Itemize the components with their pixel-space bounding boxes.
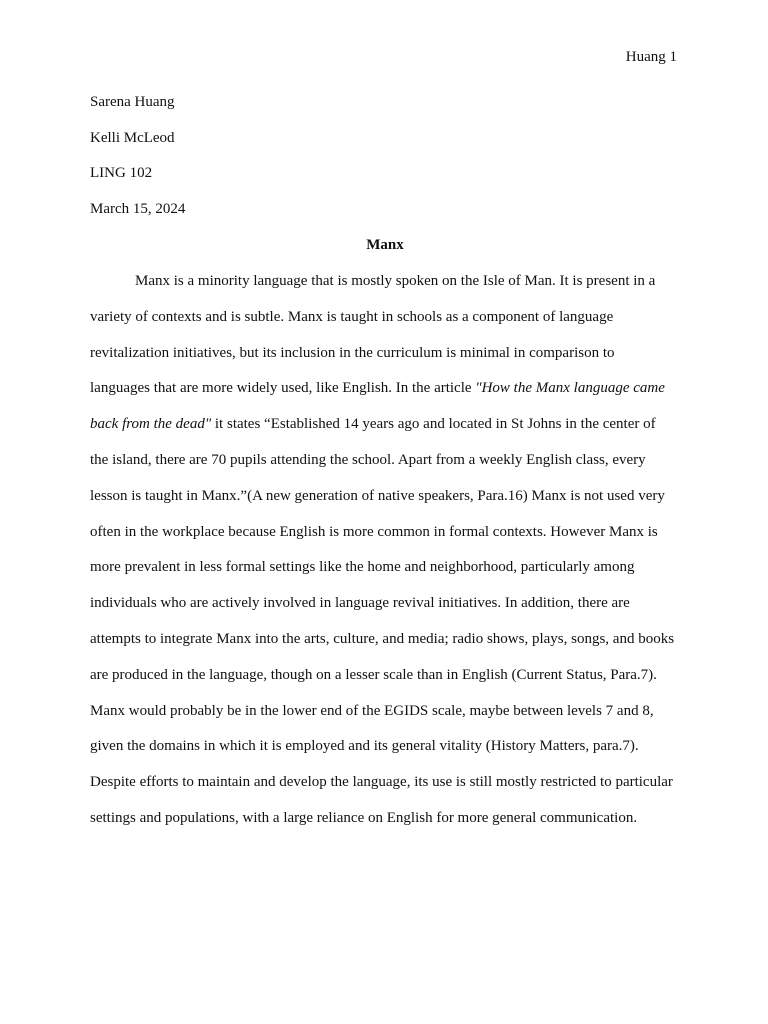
- body-line: often in the workplace because English is more common in formal contexts. However Manx is: [90, 523, 658, 540]
- body-text-span: it states “Established 14 years ago and located in St Johns in the center of: [211, 416, 656, 433]
- body-line: [90, 378, 681, 414]
- body-text-span: languages that are more widely used, like English. In the article: [90, 380, 476, 397]
- body-line: given the domains in which it is employed and its general vitality (History Matters, para.7).: [90, 738, 639, 755]
- date: March 15, 2024: [90, 201, 186, 218]
- body-line: individuals who are actively involved in language revival initiatives. In addition, there are: [90, 595, 630, 612]
- body-line: more prevalent in less formal settings like the home and neighborhood, particularly among: [90, 559, 635, 576]
- body-line: variety of contexts and is subtle. Manx is taught in schools as a component of language: [90, 308, 614, 325]
- body-line: Despite efforts to maintain and develop the language, its use is still mostly restricted to particular: [90, 774, 673, 791]
- running-head: Huang 1: [625, 49, 677, 65]
- essay-title: Manx: [366, 237, 404, 253]
- instructor-name: Kelli McLeod: [90, 129, 175, 146]
- course-name: LING 102: [90, 165, 153, 182]
- body-line: attempts to integrate Manx into the arts, culture, and media; radio shows, plays, songs, and books: [90, 630, 675, 647]
- body-line: lesson is taught in Manx.”(A new generation of native speakers, Para.16) Manx is not used very: [90, 487, 665, 504]
- body-line: revitalization initiatives, but its inclusion in the curriculum is minimal in comparison to: [90, 344, 615, 361]
- article-title-italic: "How the Manx language came: [475, 380, 665, 397]
- body-line: the island, there are 70 pupils attending the school. Apart from a weekly English class, every: [90, 451, 646, 468]
- article-title-italic: back from the dead": [90, 416, 212, 433]
- body-line: Manx is a minority language that is mostly spoken on the Isle of Man. It is present in a: [135, 273, 656, 289]
- body-line: are produced in the language, though on a lesser scale than in English (Current Status, Para.7).: [90, 666, 657, 683]
- student-name: Sarena Huang: [90, 94, 175, 110]
- body-line: [90, 414, 681, 450]
- mla-heading: [90, 92, 680, 235]
- body-line: Manx would probably be in the lower end of the EGIDS scale, maybe between levels 7 and 8,: [90, 702, 654, 719]
- body-line: settings and populations, with a large reliance on English for more general communication.: [90, 809, 638, 826]
- essay-body: [90, 271, 681, 844]
